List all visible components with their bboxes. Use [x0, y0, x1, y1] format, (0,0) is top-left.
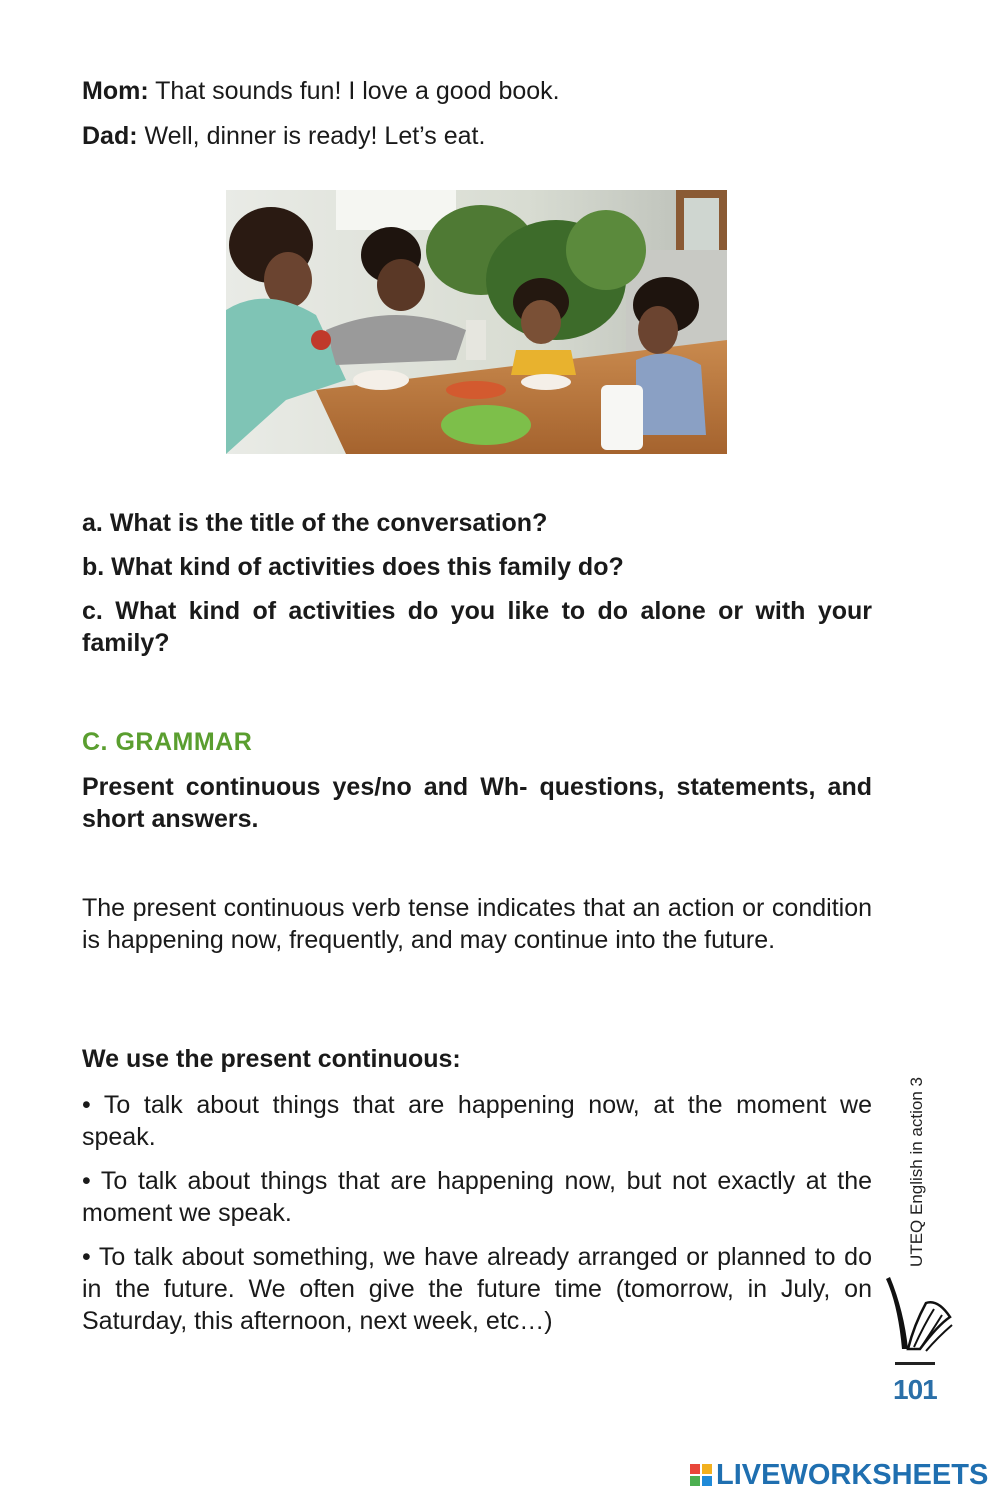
- book-title: [900, 1072, 934, 1272]
- uses-heading: We use the present continuous:: [82, 1045, 461, 1073]
- question-b: [82, 551, 872, 583]
- liveworksheets-logo[interactable]: [690, 1455, 988, 1495]
- question-b-text: What kind of activities does this family do?: [111, 553, 624, 581]
- question-c: [82, 595, 872, 659]
- speaker-mom: Mom:: [82, 77, 149, 105]
- question-a: [82, 507, 872, 539]
- question-b-letter: b.: [82, 553, 105, 581]
- question-a-letter: a.: [82, 509, 103, 537]
- grammar-intro: The present continuous verb tense indicates that an action or condition is happening now, frequently, and may continue into the future.: [82, 894, 872, 954]
- family-dinner-photo: [226, 190, 727, 454]
- use-item-3: • To talk about something, we have already arranged or planned to do in the future. We often give the future time (tomorrow, in July, on Saturday, this afternoon, next week, etc…): [82, 1243, 872, 1335]
- question-c-letter: c.: [82, 597, 103, 625]
- dialogue-line-dad: [82, 120, 872, 152]
- line-dad: Well, dinner is ready! Let’s eat.: [144, 122, 486, 150]
- book-title-text: UTEQ English in action 3: [907, 1077, 927, 1267]
- speaker-dad: Dad:: [82, 122, 138, 150]
- liveworksheets-logo-icon: [690, 1464, 712, 1486]
- grammar-subtitle: Present continuous yes/no and Wh- questions, statements, and short answers.: [82, 773, 872, 833]
- use-item-2: • To talk about things that are happening now, but not exactly at the moment we speak.: [82, 1167, 872, 1227]
- line-mom: That sounds fun! I love a good book.: [155, 77, 560, 105]
- use-item-1: • To talk about things that are happening now, at the moment we speak.: [82, 1091, 872, 1151]
- dialogue-line-mom: [82, 75, 872, 107]
- section-title: C. GRAMMAR: [82, 728, 253, 756]
- question-a-text: What is the title of the conversation?: [109, 509, 548, 537]
- open-book-icon: [880, 1275, 956, 1355]
- question-c-text: What kind of activities do you like to do alone or with your family?: [82, 597, 872, 657]
- liveworksheets-brand: LIVEWORKSHEETS: [716, 1458, 989, 1491]
- page-number: 101: [893, 1374, 937, 1405]
- page-number-rule: [895, 1362, 935, 1365]
